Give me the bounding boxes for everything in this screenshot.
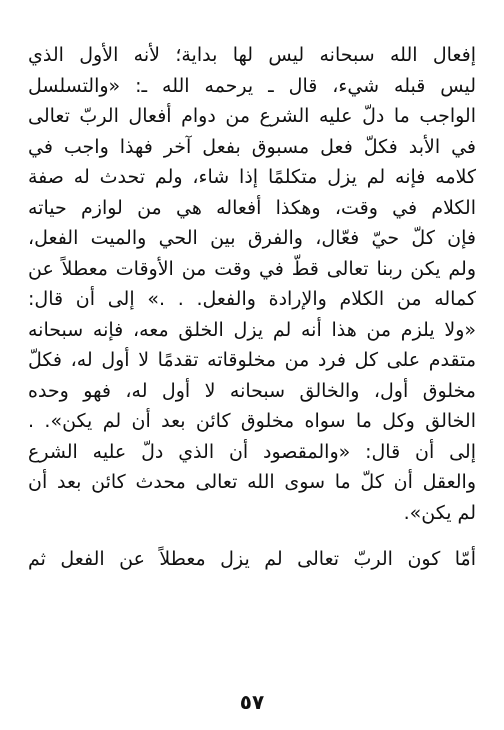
- text-line: في الأبد فكلّ فعل مسبوق بفعل آخر فهذا واجب في: [28, 135, 476, 158]
- page-number: ٥٧: [239, 690, 265, 714]
- body-text: [28, 40, 476, 575]
- text-line: أمّا كون الربّ تعالى لم يزل معطلاً عن الفعل ثم: [28, 548, 476, 570]
- text-line: إفعال الله سبحانه ليس لها بداية؛ لأنه الأول الذي: [28, 44, 476, 66]
- text-line: الكلام في وقت، وهكذا أفعاله هي من لوازم حياته: [28, 196, 476, 219]
- text-line: فإن كلّ حيّ فعّال، والفرق بين الحي والميت الفعل،: [28, 227, 476, 249]
- paragraph-2: [28, 544, 476, 575]
- text-line: إلى أن قال: «والمقصود أن الذي دلّ عليه الشرع: [28, 440, 476, 463]
- text-line: الواجب ما دلّ عليه الشرع من دوام أفعال الربّ تعالى: [28, 105, 476, 127]
- text-line: والعقل أن كلّ ما سوى الله تعالى محدث كائن بعد أن: [28, 471, 476, 493]
- text-line: ليس قبله شيء، قال ـ يرحمه الله ـ: «والتسلسل: [28, 74, 476, 97]
- text-line: «ولا يلزم من هذا أنه لم يزل الخلق معه، فإنه سبحانه: [28, 318, 476, 341]
- text-line: كلامه فإنه لم يزل متكلمًا إذا شاء، ولم تحدث له صفة: [28, 166, 476, 188]
- text-line: لم يكن».: [403, 501, 476, 524]
- text-line: ولم يكن ربنا تعالى قطّ في وقت من الأوقات معطلاً عن: [28, 257, 476, 280]
- text-line: الخالق وكل ما سواه مخلوق كائن بعد أن لم يكن». .: [28, 410, 476, 432]
- paragraph-1: [28, 40, 476, 528]
- text-line: متقدم على كل فرد من مخلوقاته تقدمًا لا أول له، فكلّ: [28, 349, 476, 371]
- text-line: مخلوق أول، والخالق سبحانه لا أول له، فهو وحده: [28, 379, 476, 402]
- text-line: كماله من الكلام والإرادة والفعل. . .» إلى أن قال:: [28, 288, 476, 310]
- paragraph-gap: [28, 528, 476, 544]
